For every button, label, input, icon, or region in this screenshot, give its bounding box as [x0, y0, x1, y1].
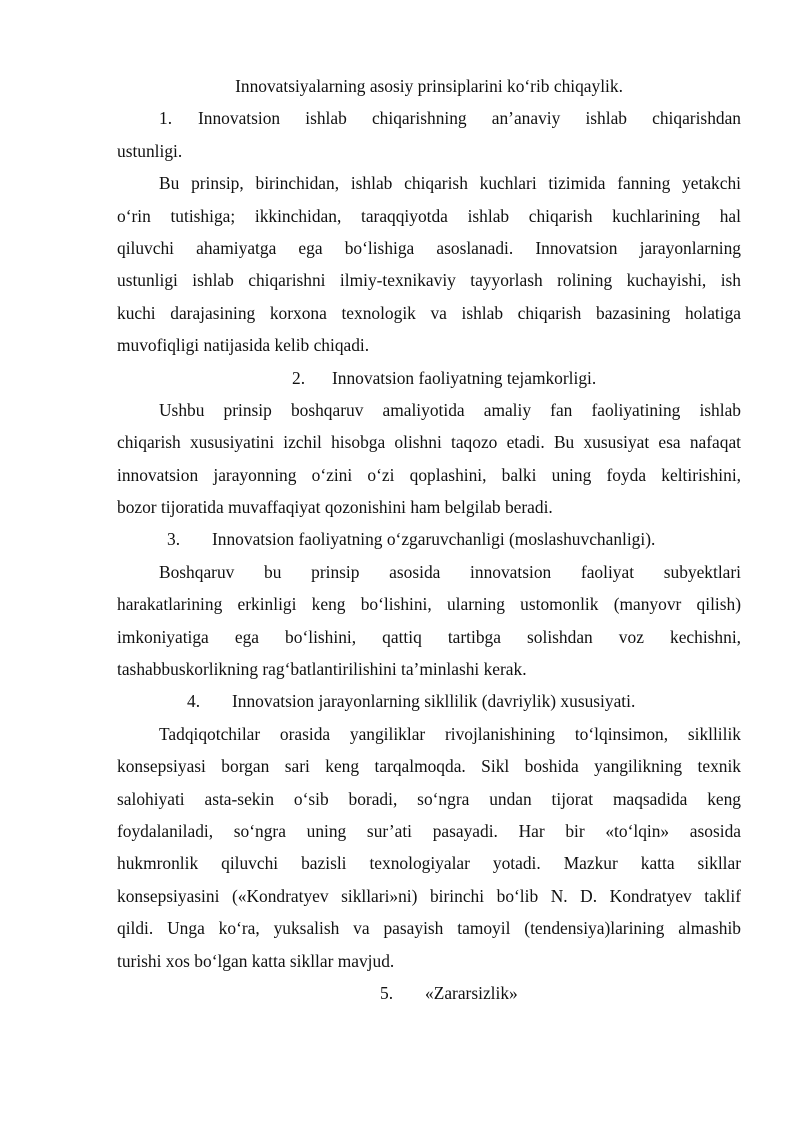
section-2-heading	[117, 362, 741, 394]
paragraph-line: turishi xos bo‘lgan katta sikllar mavjud.	[117, 950, 395, 971]
section-1-heading-text: Innovatsion ishlab chiqarishning an’anaviy ishlab chiqarishdan	[198, 108, 741, 129]
paragraph-line: Tadqiqotchilar orasida yangiliklar rivojlanishining to‘lqinsimon, sikllilik	[159, 723, 741, 744]
paragraph-line: konsepsiyasi borgan sari keng tarqalmoqda. Sikl boshida yangilikning texnik	[117, 756, 741, 777]
paragraph-line: bozor tijoratida muvaffaqiyat qozonishini ham belgilab beradi.	[117, 497, 553, 518]
paragraph-line: harakatlarining erkinligi keng bo‘lishini, ularning ustomonlik (manyovr qilish)	[117, 594, 741, 615]
paragraph-line: salohiyati asta-sekin o‘sib boradi, so‘ngra undan tijorat maqsadida keng	[117, 788, 741, 809]
paragraph-line: konsepsiyasini («Kondratyev sikllari»ni) birinchi bo‘lib N. D. Kondratyev taklif	[117, 885, 741, 906]
section-2-heading-text: Innovatsion faoliyatning tejamkorligi.	[332, 367, 597, 388]
section-4-number: 4.	[187, 691, 201, 712]
section-5-heading-text: «Zararsizlik»	[425, 982, 518, 1003]
paragraph-line: qiluvchi ahamiyatga ega bo‘lishiga asoslanadi. Innovatsion jarayonlarning	[117, 237, 741, 258]
section-3-number: 3.	[167, 529, 181, 550]
paragraph-line: qildi. Unga ko‘ra, yuksalish va pasayish tamoyil (tendensiya)larining almashib	[117, 918, 741, 939]
section-2-number: 2.	[292, 367, 306, 388]
paragraph-line: o‘rin tutishiga; ikkinchidan, taraqqiyotda ishlab chiqarish kuchlarining hal	[117, 205, 741, 226]
paragraph-line: Ushbu prinsip boshqaruv amaliyotida amaliy fan faoliyatining ishlab	[159, 399, 741, 420]
paragraph-line: chiqarish xususiyatini izchil hisobga olishni taqozo etadi. Bu xususiyat esa nafaqat	[117, 432, 741, 453]
paragraph-line: foydalaniladi, so‘ngra uning sur’ati pasayadi. Har bir «to‘lqin» asosida	[117, 820, 741, 841]
section-1-heading-cont: ustunligi.	[117, 140, 183, 161]
section-3-heading-text: Innovatsion faoliyatning o‘zgaruvchanligi (moslashuvchanligi).	[212, 529, 656, 550]
section-1-heading	[117, 102, 741, 134]
intro-heading: Innovatsiyalarning asosiy prinsiplarini ko‘rib chiqaylik.	[235, 76, 623, 96]
section-1-number: 1.	[159, 108, 173, 129]
paragraph-line: imkoniyatiga ega bo‘lishini, qattiq tartibga solishdan voz kechishni,	[117, 626, 741, 647]
paragraph-line: muvofiqligi natijasida kelib chiqadi.	[117, 335, 370, 356]
paragraph-line: kuchi darajasining korxona texnologik va ishlab chiqarish bazasining holatiga	[117, 302, 741, 323]
section-3-heading	[117, 523, 741, 555]
document-page	[117, 70, 741, 1009]
paragraph-line: innovatsion jarayonning o‘zini o‘zi qoplashini, balki uning foyda keltirishini,	[117, 464, 741, 485]
section-5-heading	[117, 977, 741, 1009]
paragraph-line: ustunligi ishlab chiqarishni ilmiy-texnikaviy tayyorlash rolining kuchayishi, ish	[117, 270, 741, 291]
section-5-number: 5.	[380, 982, 394, 1003]
section-4-heading-text: Innovatsion jarayonlarning sikllilik (davriylik) xususiyati.	[232, 691, 636, 712]
paragraph-line: tashabbuskorlikning rag‘batlantirilishini ta’minlashi kerak.	[117, 659, 527, 680]
paragraph-line: Boshqaruv bu prinsip asosida innovatsion faoliyat subyektlari	[159, 561, 741, 582]
paragraph-line: hukmronlik qiluvchi bazisli texnologiyalar yotadi. Mazkur katta sikllar	[117, 853, 741, 874]
paragraph-line: Bu prinsip, birinchidan, ishlab chiqarish kuchlari tizimida fanning yetakchi	[159, 173, 741, 194]
section-4-heading	[117, 685, 741, 717]
